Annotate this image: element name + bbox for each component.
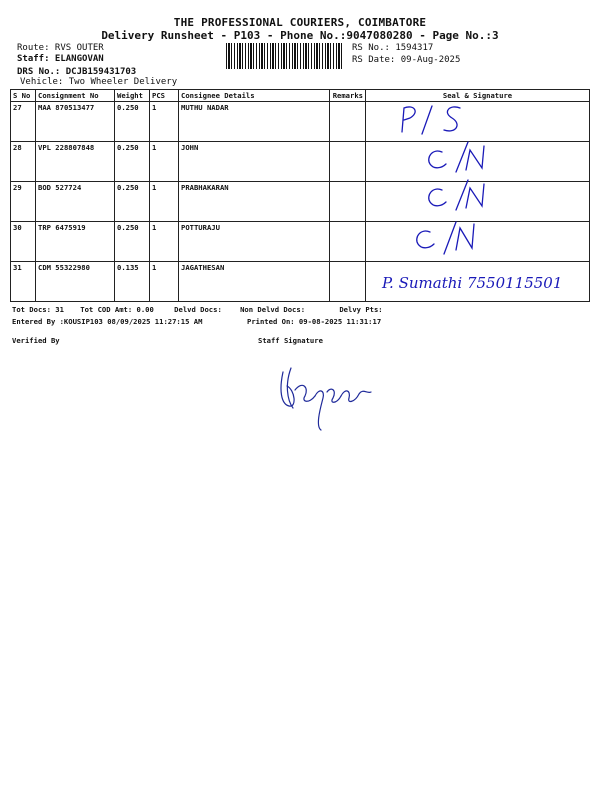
rs-date: RS Date: 09-Aug-2025 [352, 55, 461, 65]
cell-remarks [330, 182, 366, 222]
cell-sno: 28 [11, 142, 36, 182]
staff-signature-scribble [275, 360, 385, 435]
col-consignee: Consignee Details [179, 90, 330, 102]
cell-pcs: 1 [150, 262, 179, 302]
cell-consignment: VPL 228807848 [36, 142, 115, 182]
cell-pcs: 1 [150, 142, 179, 182]
cell-weight: 0.250 [115, 182, 150, 222]
col-sno: S No [11, 90, 36, 102]
cell-signature [366, 222, 590, 262]
barcode [226, 43, 342, 69]
cell-consignment: TRP 6475919 [36, 222, 115, 262]
col-remarks: Remarks [330, 90, 366, 102]
cell-remarks [330, 102, 366, 142]
col-pcs: PCS [150, 90, 179, 102]
cell-weight: 0.135 [115, 262, 150, 302]
cell-pcs: 1 [150, 222, 179, 262]
table-header-row [11, 90, 590, 102]
table-row [11, 222, 590, 262]
staff-signature-label: Staff Signature [258, 336, 323, 345]
cell-consignee: POTTURAJU [179, 222, 330, 262]
cell-consignment: MAA 870513477 [36, 102, 115, 142]
cell-weight: 0.250 [115, 102, 150, 142]
cell-consignment: CDM 55322980 [36, 262, 115, 302]
cell-sno: 30 [11, 222, 36, 262]
runsheet-table [10, 89, 590, 302]
cell-weight: 0.250 [115, 142, 150, 182]
drs-number: DRS No.: DCJB159431703 [17, 67, 137, 77]
cell-sno: 27 [11, 102, 36, 142]
non-delvd-docs: Non Delvd Docs: [240, 305, 306, 314]
entered-by: Entered By :KOUSIP103 08/09/2025 11:27:15 AM [12, 317, 203, 326]
table-row [11, 262, 590, 302]
table-row [11, 142, 590, 182]
cell-pcs: 1 [150, 102, 179, 142]
cell-sno: 31 [11, 262, 36, 302]
recipient-signature-text: P. Sumathi 7550115501 [382, 274, 563, 292]
cell-signature [366, 182, 590, 222]
cell-pcs: 1 [150, 182, 179, 222]
cell-remarks [330, 142, 366, 182]
col-seal-signature: Seal & Signature [366, 90, 590, 102]
printed-on: Printed On: 09-08-2025 11:31:17 [247, 317, 382, 326]
tot-docs: Tot Docs: 31 [12, 305, 64, 314]
company-title: THE PROFESSIONAL COURIERS, COIMBATORE [173, 16, 427, 29]
cell-consignee: PRABHAKARAN [179, 182, 330, 222]
vehicle-label: Vehicle: Two Wheeler Delivery [20, 77, 178, 87]
cell-remarks [330, 262, 366, 302]
cell-consignee: JOHN [179, 142, 330, 182]
verified-by-label: Verified By [12, 336, 60, 345]
route-label: Route: RVS OUTER [17, 43, 104, 53]
cell-signature [366, 102, 590, 142]
cell-remarks [330, 222, 366, 262]
rs-number: RS No.: 1594317 [352, 43, 434, 53]
cell-consignee: JAGATHESAN [179, 262, 330, 302]
table-row [11, 102, 590, 142]
cell-signature [366, 142, 590, 182]
delvy-pts: Delvy Pts: [339, 305, 383, 314]
table-row [11, 182, 590, 222]
cell-sno: 29 [11, 182, 36, 222]
totals-line [12, 305, 592, 314]
col-weight: Weight [115, 90, 150, 102]
cell-signature [366, 262, 590, 302]
tot-cod: Tot COD Amt: 0.00 [80, 305, 154, 314]
col-consignment: Consignment No [36, 90, 115, 102]
runsheet-subtitle: Delivery Runsheet - P103 - Phone No.:9047080280 - Page No.:3 [101, 29, 499, 42]
cell-weight: 0.250 [115, 222, 150, 262]
cell-consignment: BOD 527724 [36, 182, 115, 222]
delvd-docs: Delvd Docs: [174, 305, 222, 314]
staff-label: Staff: ELANGOVAN [17, 54, 104, 64]
cell-consignee: MUTHU NADAR [179, 102, 330, 142]
